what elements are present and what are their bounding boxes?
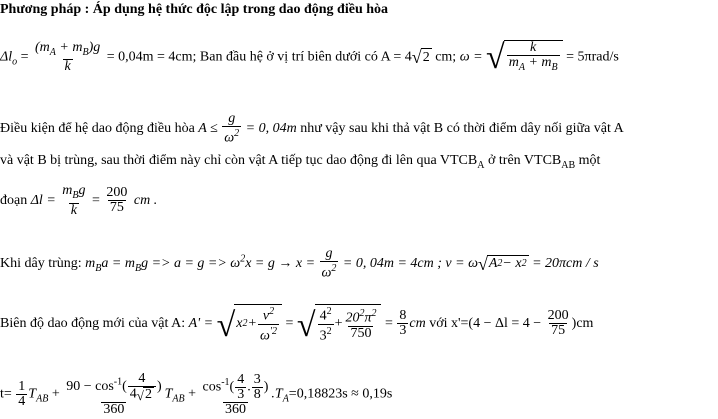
omega-fraction [507, 41, 560, 75]
line5-sub-b2: B [134, 262, 142, 274]
line7-f2-inner-den [128, 386, 156, 402]
line6-v2: v [262, 308, 270, 324]
omega-den-plus: + m [524, 55, 552, 70]
line5-fraction [320, 247, 339, 281]
dl-num-plus: + m [55, 39, 83, 55]
line7-f3 [201, 373, 271, 417]
line7-plus2: + [184, 386, 200, 402]
line3-text2: ở trên VTCB [484, 153, 562, 168]
line5-den-sup: 2 [331, 263, 337, 274]
formula-line-6 [0, 304, 593, 343]
line4-text: đoạn [0, 193, 28, 209]
line2-fraction [222, 112, 241, 146]
line4-num2: 200 [106, 185, 128, 201]
line3-text3: một [575, 153, 601, 168]
line7-f2-num [64, 372, 163, 402]
line7-f2 [64, 372, 163, 417]
line7-f3-b-den: 8 [253, 386, 261, 402]
line7-plus: + [48, 386, 64, 402]
line6-f3 [397, 309, 408, 338]
line7-f2-paren-close: ) [156, 379, 162, 395]
dl-denominator: k [64, 59, 71, 75]
formula-line-4 [0, 184, 157, 218]
line6-f1-num [318, 305, 334, 324]
omega-den-a: m [508, 55, 519, 70]
line6-f2-num [343, 307, 378, 326]
dl-result: = 0,04m = 4cm; Ban đầu hệ ở vị trí biên dưới có A = 4 [106, 49, 412, 65]
omega-den-sub-a: A [518, 61, 525, 73]
line6-f1-num-sup: 2 [326, 306, 332, 317]
line6-f2-pi-sup: 2 [371, 308, 377, 320]
line7-f1-den: 4 [18, 394, 26, 409]
line6-v2-sup: 2 [269, 306, 275, 317]
line4-eq: = [92, 193, 100, 209]
line4-unit: cm . [133, 193, 158, 209]
line7-f2-paren: ( [122, 379, 127, 395]
line6-f4 [546, 309, 571, 338]
line5-expr-e: = 0, 04m = 4cm ; [342, 256, 442, 272]
line5-den [320, 261, 339, 281]
formula-line-5 [0, 247, 599, 281]
line6-eq2: = [384, 315, 393, 331]
omega-result: = 5πrad/s [566, 49, 619, 65]
line6-f3-den: 3 [399, 323, 407, 339]
line4-fraction-2 [104, 186, 129, 215]
line6-x2: x [236, 316, 243, 332]
line7-f3-a [235, 373, 246, 402]
formula-line-1 [0, 40, 619, 75]
line7-f2-num-sup: -1 [113, 376, 123, 388]
line7-f1 [16, 380, 27, 409]
line7-T2: T [164, 386, 173, 402]
dl-lhs-sub: o [12, 56, 18, 68]
line7-f3-b-num: 3 [253, 371, 261, 387]
line7-f2-inner [128, 372, 156, 402]
line7-f3-b [252, 373, 263, 402]
line6-f4-num: 200 [547, 308, 569, 324]
line6-eq: = [285, 315, 294, 331]
line6-f1-num-val: 4 [319, 308, 327, 324]
line5-sqrt-a: A [488, 256, 498, 272]
line7-f2-num-a: 90 − cos [66, 379, 114, 395]
sqrt-2-body: 2 [422, 49, 430, 65]
line2-cond: A ≤ [198, 121, 218, 137]
line7-T3-sub: A [282, 393, 289, 405]
line7-f3-cos-sup: -1 [221, 376, 230, 388]
line5-sub-b1: B [95, 262, 102, 274]
line6-f1 [318, 305, 334, 343]
line7-f3-paren-close: ) [263, 379, 269, 395]
dl-num-a: (m [35, 39, 50, 55]
line4-den2: 75 [109, 200, 124, 216]
line4-num-sub: B [72, 189, 79, 201]
line6-v2-den [258, 324, 279, 344]
line7-f2-inner-num: 4 [138, 371, 146, 386]
line7-f3-paren: ( [229, 379, 235, 395]
line7-T3: .T [271, 386, 283, 402]
line6-f2-pi: π [364, 310, 372, 326]
sqrt-2: √ 2 [411, 47, 430, 68]
line7-f1-num: 1 [18, 379, 26, 394]
dl-unit: cm; [431, 49, 457, 65]
line7-T2-sub: AB [172, 393, 185, 405]
line2-den-sup: 2 [234, 128, 240, 139]
line4-dl: Δl = [30, 193, 56, 209]
line6-sqrt-1: √ x 2 + $\frac{v^2}{\omega^{'2}}$ [217, 304, 282, 343]
line2-cond-tail: = 0, 04m [245, 121, 297, 137]
line7-f3-cos: cos [202, 379, 222, 395]
line2-num: g [228, 111, 236, 126]
omega-den [507, 55, 560, 75]
line5-sqrt: √ A 2 − x 2 [477, 253, 527, 274]
line6-f1-den [318, 324, 334, 344]
line7-f3-den: 360 [224, 401, 246, 417]
formula-line-2 [0, 112, 624, 146]
line5-expr-c: g => a = g => ω [141, 256, 241, 272]
dl-fraction [33, 41, 102, 75]
line5-expr-b: a = m [101, 256, 135, 272]
dl-num-sub-b: B [82, 46, 89, 58]
omega-lhs: ω = [459, 49, 483, 65]
line6-sqrt-2: √ $\frac{4^2}{3^2}$ + $\frac{20^2\pi^2}{750}$ [297, 304, 382, 343]
text-line-3 [0, 153, 600, 174]
line6-text: Biên độ dao động mới của vật A: [0, 315, 186, 331]
line7-result: =0,18823s ≈ 0,19s [288, 386, 393, 402]
line6-ap: A' = [188, 315, 214, 331]
omega-sqrt: √ $\frac{k}{m_A + m_B}$ [486, 40, 563, 75]
line2-text-a: Điều kiện để hệ dao động điều hòa [0, 121, 195, 137]
line2-text-b: như vậy sau khi thả vật B có thời điểm dây nối giữa vật A [300, 121, 624, 137]
line6-v-fraction [258, 305, 279, 343]
line5-v-tail: = 20πcm / s [532, 256, 599, 272]
line6-f1-den-val: 3 [319, 328, 327, 344]
line4-num [60, 184, 87, 203]
eq-sign: = [20, 49, 29, 65]
line6-f4-den: 75 [551, 323, 566, 339]
line5-sup2: 2 [240, 253, 246, 265]
line6-f2 [343, 307, 378, 341]
line6-omega-sup: '2 [269, 325, 277, 337]
line5-num: g [325, 246, 333, 261]
line7-T1-sub: AB [36, 393, 49, 405]
line6-tail: )cm [571, 315, 594, 331]
line4-num-g: g [78, 183, 86, 198]
line6-f3-num: 8 [399, 308, 407, 324]
line5-expr-d: x = g → x = [245, 256, 316, 272]
line7-f3-dot: . [247, 379, 251, 395]
line6-omega-prime: ω [259, 328, 270, 344]
line7-f2-den: 360 [103, 402, 125, 417]
line6-f2-num-sup: 2 [359, 308, 365, 320]
line5-expr [85, 253, 318, 274]
line4-fraction-1 [60, 184, 87, 218]
line7-T1: T [28, 386, 37, 402]
dl-lhs: Δl [0, 49, 13, 65]
line5-den-omega: ω [321, 265, 332, 281]
line4-num-m: m [62, 183, 73, 198]
line5-v: v = ω [445, 256, 478, 272]
line7-f2-sqrt: √ 2 [136, 387, 152, 403]
line6-x2-sup: 2 [242, 318, 248, 330]
heading: Phương pháp : Áp dụng hệ thức độc lập trong dao động điều hòa [0, 2, 389, 17]
line5-expr-a: m [85, 256, 96, 272]
omega-den-sub-b: B [551, 61, 558, 73]
line5-sqrt-sup-x: 2 [521, 258, 527, 270]
line2-den-omega: ω [224, 130, 235, 146]
line4-den: k [70, 202, 77, 218]
line6-f1-den-sup: 2 [326, 325, 332, 337]
line3-sub-ab: AB [561, 159, 576, 171]
line6-plus: + [247, 316, 257, 332]
line3-text: và vật B bị trùng, sau thời điểm này chỉ còn vật A tiếp tục dao động đi lên qua VTCB [0, 153, 478, 168]
line5-sqrt-sup-a: 2 [497, 258, 503, 270]
line6-f2-den: 750 [350, 325, 372, 341]
line7-f3-num [201, 373, 271, 402]
dl-num-sub-a: A [49, 46, 56, 58]
line7-f3-a-den: 3 [237, 386, 245, 402]
line5-sqrt-mid: − x [502, 256, 522, 272]
line7-f2-sqrt-body: 2 [144, 387, 152, 402]
line6-text-b: với x'=(4 − Δl = 4 − [425, 315, 542, 331]
line6-v2-num [261, 305, 276, 324]
line7-f2-inner-den-val: 4 [129, 386, 137, 402]
line7-t: t= [0, 386, 12, 402]
line6-unit: cm [409, 315, 426, 331]
omega-num: k [530, 40, 537, 55]
line5-text: Khi dây trùng: [0, 256, 82, 272]
line7-f3-a-num: 4 [237, 371, 245, 387]
dl-numerator [33, 41, 102, 60]
dl-num-tail: )g [88, 39, 101, 55]
line2-den [222, 126, 241, 146]
line6-f2-num-val: 20 [345, 310, 360, 326]
line6-plus2: + [334, 316, 343, 332]
formula-line-7 [0, 372, 392, 417]
line3-sub-a: A [477, 159, 485, 171]
